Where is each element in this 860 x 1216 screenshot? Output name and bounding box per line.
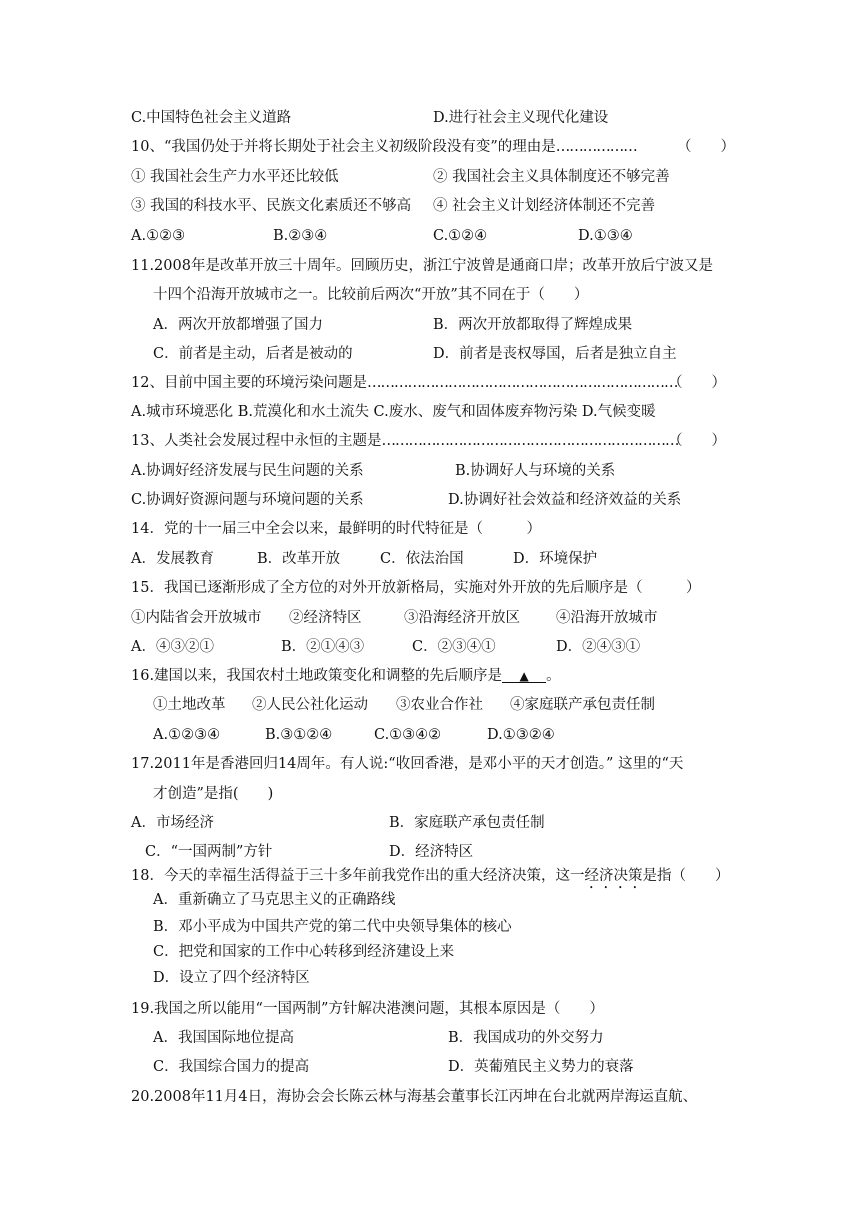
q18-option-a: A．重新确立了马克思主义的正确路线	[153, 892, 396, 908]
q13-option-c: C.协调好资源问题与环境问题的关系	[131, 492, 364, 508]
q12-stem	[131, 376, 677, 391]
q11-option-a: A．两次开放都增强了国力	[153, 317, 323, 333]
q12-leader-dots: ……………………………………………………………	[366, 375, 678, 391]
q10-option-d: D.①③④	[578, 228, 633, 244]
q15-option-b: B．②①④③	[281, 639, 365, 655]
q12-options: A.城市环境恶化 B.荒漠化和水土流失 C.废水、废气和固体废弃物污染 D.气候变暖	[131, 404, 656, 420]
q18-stem-text: 18．今天的幸福生活得益于三十多年前我党作出的重大经济决策，这一	[131, 868, 585, 884]
q16-option-d: D.①③②④	[487, 727, 555, 743]
q15-option-c: C．②③④①	[412, 639, 496, 655]
q16-item-2: ②人民公社化运动	[252, 697, 368, 713]
q12-stem-text: 12、目前中国主要的环境污染问题是	[131, 375, 367, 391]
q18-emphasized-term: 经济决策	[584, 868, 643, 884]
q17-option-b: B．家庭联产承包责任制	[389, 815, 545, 831]
q16-stem	[131, 669, 561, 684]
q15-item-1: ①内陆省会开放城市	[131, 610, 262, 626]
q16-answer-blank: ▲	[502, 670, 546, 683]
q13-answer-paren: （ ）	[668, 433, 726, 449]
q10-item-4: ④ 社会主义计划经济体制还不完善	[433, 198, 656, 214]
q17-option-a: A．市场经济	[131, 815, 214, 831]
q14-option-c: C．依法治国	[380, 551, 464, 567]
q10-item-3: ③ 我国的科技水平、民族文化素质还不够高	[131, 198, 412, 214]
q11-option-d: D．前者是丧权辱国，后者是独立自主	[433, 346, 677, 362]
q17-stem-line-1: 17.2011年是香港回归14周年。有人说:“收回香港，是邓小平的天才创造。” 这里的“天	[131, 756, 684, 772]
q15-item-4: ④沿海开放城市	[556, 610, 658, 626]
q15-item-2: ②经济特区	[289, 610, 362, 626]
q16-item-1: ①土地改革	[153, 697, 226, 713]
q14-option-d: D．环境保护	[513, 551, 598, 567]
q15-option-a: A．④③②①	[131, 639, 214, 655]
q19-option-c: C．我国综合国力的提高	[153, 1059, 310, 1075]
q14-option-a: A．发展教育	[131, 551, 214, 567]
q13-option-d: D.协调好社会效益和经济效益的关系	[448, 492, 682, 508]
q19-option-a: A．我国国际地位提高	[153, 1030, 294, 1046]
q10-stem	[131, 140, 637, 155]
q13-option-a: A.协调好经济发展与民生问题的关系	[131, 463, 364, 479]
q15-option-d: D．②④③①	[556, 639, 641, 655]
q11-option-b: B．两次开放都取得了辉煌成果	[433, 317, 633, 333]
q18-option-c: C．把党和国家的工作中心转移到经济建设上来	[153, 944, 455, 960]
q13-stem	[131, 434, 678, 449]
q17-stem-line-2: 才创造”是指( )	[153, 786, 274, 802]
q10-stem-text: 10、“我国仍处于并将长期处于社会主义初级阶段没有变”的理由是	[131, 139, 556, 155]
q19-option-b: B．我国成功的外交努力	[448, 1030, 604, 1046]
q19-stem: 19.我国之所以能用“一国两制”方针解决港澳问题，其根本原因是（ ）	[131, 1001, 604, 1017]
q14-stem: 14．党的十一届三中全会以来，最鲜明的时代特征是（ ）	[131, 521, 541, 537]
q10-leader-dots: ………………	[555, 139, 637, 155]
q11-option-c: C．前者是主动，后者是被动的	[153, 346, 353, 362]
q16-item-3: ③农业合作社	[396, 697, 483, 713]
q16-option-a: A.①②③④	[153, 727, 221, 743]
q13-leader-dots: …………………………………………………………	[381, 433, 679, 449]
q12-answer-paren: （ ）	[668, 375, 726, 391]
q10-option-c: C.①②④	[433, 228, 488, 244]
q16-option-c: C.①③④②	[374, 727, 442, 743]
q16-stem-end: 。	[546, 668, 561, 684]
q15-stem: 15．我国已逐渐形成了全方位的对外开放新格局，实施对外开放的先后顺序是（ ）	[131, 580, 701, 596]
q9-option-c: C.中国特色社会主义道路	[131, 110, 292, 126]
q16-stem-text: 16.建国以来，我国农村土地政策变化和调整的先后顺序是	[131, 668, 503, 684]
q18-option-b: B．邓小平成为中国共产党的第二代中央领导集体的核心	[153, 919, 512, 935]
q11-stem-line-2: 十四个沿海开放城市之一。比较前后两次“开放”其不同在于（ ）	[153, 287, 589, 303]
q10-item-1: ① 我国社会生产力水平还比较低	[131, 169, 339, 185]
q20-stem-line-1: 20.2008年11月4日，海协会会长陈云林与海基会董事长江丙坤在台北就两岸海运直航、	[131, 1089, 698, 1105]
q18-stem	[131, 868, 729, 892]
q15-item-3: ③沿海经济开放区	[404, 610, 520, 626]
q10-answer-paren: （ ）	[677, 139, 735, 155]
q17-option-c: C．“一国两制”方针	[145, 844, 273, 860]
q19-option-d: D．英葡殖民主义势力的衰落	[448, 1059, 634, 1075]
q13-stem-text: 13、人类社会发展过程中永恒的主题是	[131, 433, 382, 449]
q16-item-4: ④家庭联产承包责任制	[510, 697, 655, 713]
q10-option-b: B.②③④	[273, 228, 328, 244]
q11-stem-line-1: 11.2008年是改革开放三十周年。回顾历史，浙江宁波曾是通商口岸；改革开放后宁波又是	[131, 258, 713, 274]
q10-option-a: A.①②③	[131, 228, 186, 244]
q17-option-d: D．经济特区	[389, 844, 474, 860]
q9-option-d: D.进行社会主义现代化建设	[433, 110, 609, 126]
q13-option-b: B.协调好人与环境的关系	[455, 463, 616, 479]
q10-item-2: ② 我国社会主义具体制度还不够完善	[433, 169, 670, 185]
q18-stem-end: 是指（ ）	[642, 868, 730, 884]
q16-option-b: B.③①②④	[265, 727, 333, 743]
q14-option-b: B．改革开放	[257, 551, 341, 567]
q18-option-d: D．设立了四个经济特区	[153, 970, 310, 986]
